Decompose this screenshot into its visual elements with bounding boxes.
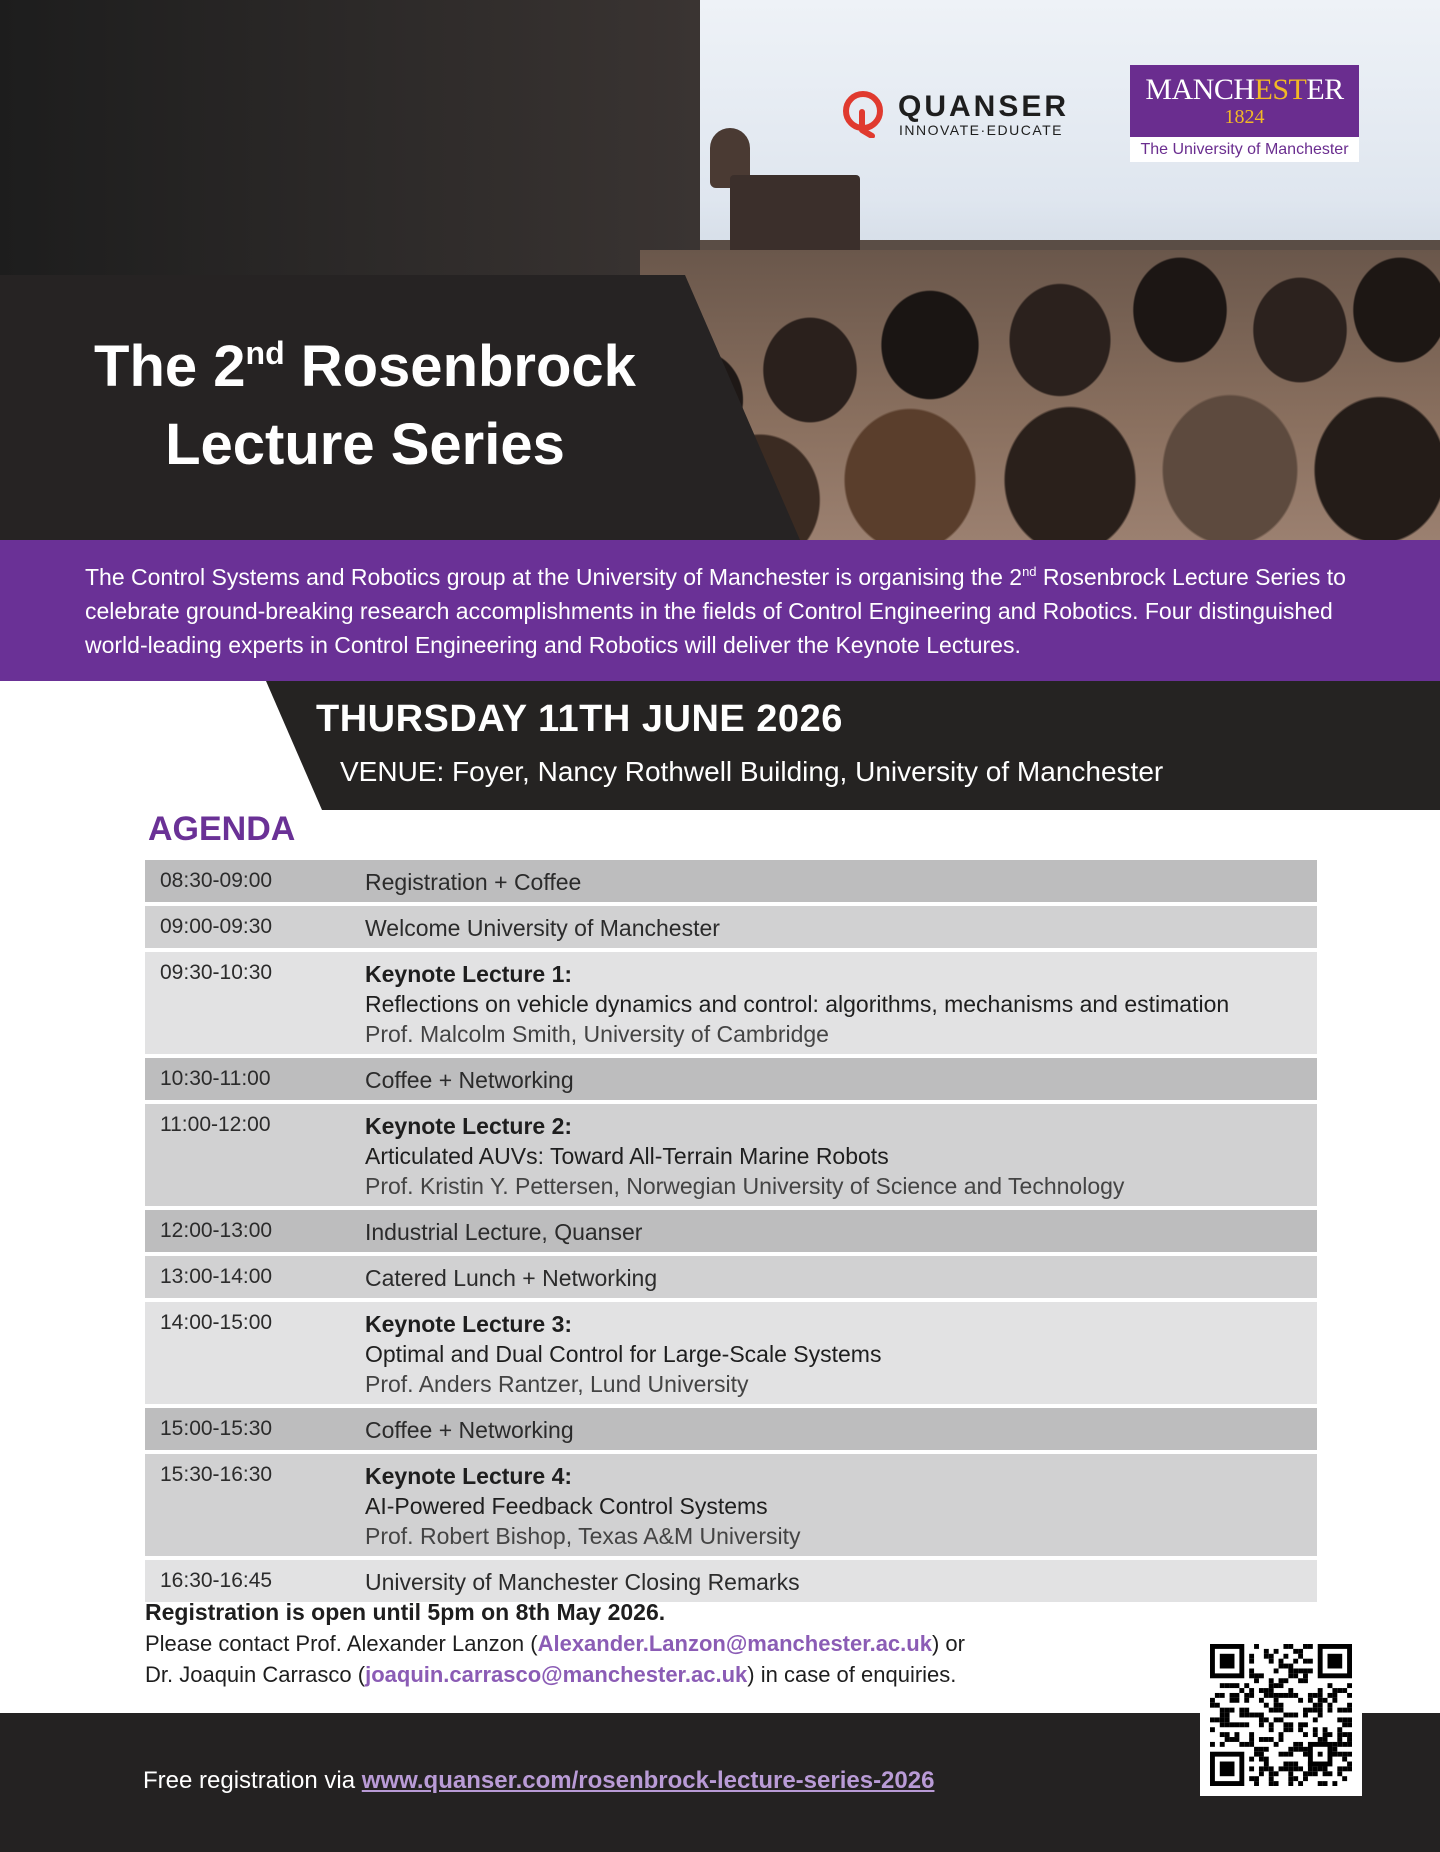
quanser-tagline: INNOVATE·EDUCATE [899, 122, 1064, 138]
talk-title: Reflections on vehicle dynamics and control: algorithms, mechanisms and estimation [365, 991, 1230, 1017]
contact-line-1: Please contact Prof. Alexander Lanzon (Alexander.Lanzon@manchester.ac.uk) or [145, 1631, 965, 1656]
talk-title: AI-Powered Feedback Control Systems [365, 1493, 768, 1519]
keynote-label: Keynote Lecture 2: [365, 1113, 573, 1139]
keynote-label: Keynote Lecture 1: [365, 961, 573, 987]
footer-registration: Free registration via www.quanser.com/rosenbrock-lecture-series-2026 [143, 1767, 935, 1794]
agenda-item: Coffee + Networking [365, 1067, 574, 1093]
agenda-time: 08:30-09:00 [160, 869, 273, 892]
speaker: Prof. Malcolm Smith, University of Cambridge [365, 1021, 829, 1047]
agenda-row [145, 906, 1317, 948]
manchester-logo [1130, 65, 1359, 162]
agenda-item: University of Manchester Closing Remarks [365, 1569, 800, 1595]
agenda-item: Registration + Coffee [365, 869, 582, 895]
email-link-carrasco[interactable]: joaquin.carrasco@manchester.ac.uk [365, 1662, 748, 1687]
manchester-subtitle: The University of Manchester [1130, 137, 1359, 162]
keynote-label: Keynote Lecture 3: [365, 1311, 573, 1337]
manchester-logo-box [1130, 65, 1359, 137]
talk-title: Optimal and Dual Control for Large-Scale Systems [365, 1341, 882, 1367]
registration-deadline: Registration is open until 5pm on 8th May 2026. [145, 1599, 666, 1625]
quanser-q-icon [842, 90, 888, 138]
registration-info [145, 1597, 1045, 1690]
agenda-time: 09:30-10:30 [160, 961, 273, 984]
qr-code[interactable] [1200, 1634, 1362, 1796]
email-link-lanzon[interactable]: Alexander.Lanzon@manchester.ac.uk [537, 1631, 932, 1656]
page-title: The 2nd Rosenbrock Lecture Series [94, 334, 636, 477]
event-venue: VENUE: Foyer, Nancy Rothwell Building, University of Manchester [340, 756, 1164, 787]
registration-url-link[interactable]: www.quanser.com/rosenbrock-lecture-series-2026 [361, 1767, 935, 1794]
agenda-row [145, 1454, 1317, 1556]
agenda-time: 15:00-15:30 [160, 1417, 273, 1440]
agenda-row [145, 1560, 1317, 1602]
quanser-logo [842, 88, 1087, 140]
manchester-year: 1824 [1224, 106, 1265, 128]
agenda-row [145, 952, 1317, 1054]
agenda-time: 14:00-15:00 [160, 1311, 273, 1334]
agenda-time: 13:00-14:00 [160, 1265, 273, 1288]
agenda-time: 09:00-09:30 [160, 915, 273, 938]
agenda-item: Industrial Lecture, Quanser [365, 1219, 643, 1245]
agenda-item: Catered Lunch + Networking [365, 1265, 658, 1291]
agenda-heading: AGENDA [148, 810, 296, 848]
agenda-time: 16:30-16:45 [160, 1569, 273, 1592]
contact-line-2: Dr. Joaquin Carrasco (joaquin.carrasco@manchester.ac.uk) in case of enquiries. [145, 1662, 957, 1687]
agenda-row [145, 860, 1317, 902]
intro-paragraph: The Control Systems and Robotics group at the University of Manchester is organising the 2nd Rosenbrock Lecture Series to celebrate ground-breaking research accomplishments in the fields of Control Engineering and Robotics. Four distinguished world-leading experts in Control Engineering and Robotics will deliver the Keynote Lectures. [85, 564, 1346, 658]
agenda-item: Welcome University of Manchester [365, 915, 720, 941]
qr-code-icon [1210, 1644, 1352, 1786]
manchester-wordmark: MANCHESTER [1145, 73, 1344, 106]
agenda-row [145, 1104, 1317, 1206]
agenda-time: 10:30-11:00 [160, 1067, 271, 1090]
agenda-row [145, 1058, 1317, 1100]
agenda-time: 12:00-13:00 [160, 1219, 273, 1242]
agenda-time: 11:00-12:00 [160, 1113, 271, 1136]
speaker: Prof. Kristin Y. Pettersen, Norwegian University of Science and Technology [365, 1173, 1125, 1199]
agenda-table [145, 860, 1317, 1606]
keynote-label: Keynote Lecture 4: [365, 1463, 573, 1489]
speaker: Prof. Robert Bishop, Texas A&M University [365, 1523, 801, 1549]
quanser-name: QUANSER [898, 90, 1070, 123]
agenda-row [145, 1256, 1317, 1298]
agenda-row [145, 1210, 1317, 1252]
agenda-row [145, 1408, 1317, 1450]
agenda-item: Coffee + Networking [365, 1417, 574, 1443]
speaker: Prof. Anders Rantzer, Lund University [365, 1371, 749, 1397]
event-date: THURSDAY 11TH JUNE 2026 [316, 698, 843, 740]
talk-title: Articulated AUVs: Toward All-Terrain Marine Robots [365, 1143, 889, 1169]
agenda-row [145, 1302, 1317, 1404]
agenda-time: 15:30-16:30 [160, 1463, 273, 1486]
